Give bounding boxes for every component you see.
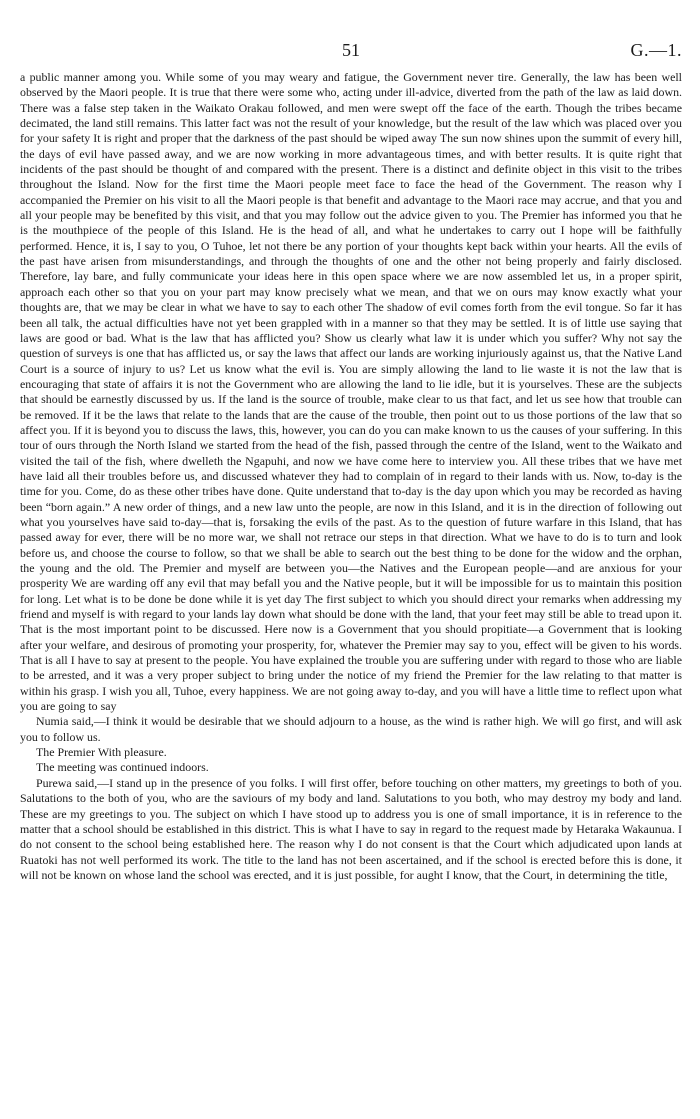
body-text <box>20 70 682 883</box>
paragraph-purewa: Purewa said,—I stand up in the presence of you folks. I will first offer, before touching on other matters, my greetings to both of you. Salutations to the both of you, who are the saviours of my body and land. Salutations to you both, who may destroy my body and land. These are my greetings to you. The subject on which I have stood up to address you is one of small importance, it is in reference to the matter that a school should be established in this district. This is what I have to say in regard to the request made by Hetaraka Wakaunua. I do not consent to the school being established here. The reason why I do not consent is that the Court which adjudicated upon lands at Ruatoki has not well performed its work. The title to the land has not been ascertained, and if the school is erected before this is done, it will not be known on whose land the school was erected, and it is just possible, for aught I know, that the Court, in determining the title, <box>20 775 682 882</box>
page-number: 51 <box>342 40 360 60</box>
paragraph-meeting-indoors: The meeting was continued indoors. <box>36 760 209 775</box>
paragraph-premier-reply: The Premier With pleasure. <box>36 745 167 760</box>
paragraph-numia: Numia said,—I think it would be desirable that we should adjourn to a house, as the wind is rather high. We will go first, and will ask you to follow us. <box>20 714 682 744</box>
page-header <box>20 40 682 68</box>
paragraph-speech-continuation: a public manner among you. While some of you may weary and fatigue, the Government never tire. Generally, the law has been well observed by the Maori people. It is true that there were some who, acting under ill-advice, diverted from the path of the law as laid down. There was a false step taken in the Waikato Orakau followed, and men were swept off the face of the earth. Though the tribes became decimated, the land still remains. This latter fact was not the result of your knowledge, but the result of the law which was placed over you for your safety It is right and proper that the darkness of the past should be wiped away The sun now shines upon the summit of every hill, the days of evil have passed away, and we are now working in more advantageous times, and with better results. It is quite right that incidents of the past should be thought of and compared with the present. There is a distinct and definite object in this visit to the tribes throughout the Island. Now for the first time the Maori people meet face to face the head of the Government. The reason why I accompanied the Premier on his visit to all the Maori people is that benefit and advantage to the Maori race may accrue, and that you and all your people may be benefited by this visit, and that you may follow out the advice given to you. The Premier has informed you that he is the mouthpiece of the people of this Island. He is the head of all, and what he undertakes to carry out I hope will be faithfully performed. Hence, it is, I say to you, O Tuhoe, let not there be any portion of your thoughts kept back within your hearts. All the evils of the past have arisen from misunderstandings, and through the thoughts of one and the other not being properly and fairly disclosed. Therefore, lay bare, and fully communicate your ideas here in this open space where we are now assembled let us, in a proper spirit, approach each other so that you on your part may know precisely what we mean, and that we on ours may know exactly what your thoughts are, that we may be clear in what we have to say to each other The shadow of evil comes forth from the evil tongue. So far it has been all talk, the actual difficulties have not yet been grappled with in a manner so that they may be settled. It is of little use saying that laws are good or bad. What is the law that has afflicted you? Show us clearly what law it is under which you suffer? Why not say the question of surveys is one that has afflicted us, or say the laws that affect our lands are working injuriously against us, that the Native Land Court is a source of injury to us? Let us know what the evil is. You are simply allowing the land to lie waste it is not the law that is encouraging that state of affairs it is not the Government who are allowing the land to lie idle, but it is yourselves. These are the subjects that should be earnestly discussed by us. If the land is the source of trouble, make clear to us that fact, and let us see how that trouble can be removed. If it be the laws that relate to the lands that are the cause of the trouble, then point out to us those portions of the law that so affect you. If it is beyond you to discuss the laws, this, however, you can do you can make known to us the causes of your suffering. In this tour of ours through the North Island we started from the head of the fish, passed through the centre of the Island, went to the Waikato and visited the tail of the fish, where dwelleth the Ngapuhi, and now we have come here to interview you. All these tribes that we have met have laid all their troubles before us, and discussed whatever they had to complain of in regard to their lands with us. Now, to-day is the time for you. Come, do as these other tribes have done. Quite understand that to-day is the day upon which you may be recorded as having been “born again.” A new order of things, and a new law unto the people, are now in this Island, and it is in the direction of following out what you yourselves have said to-day—that is, forsaking the evils of the past. As to the question of future warfare in this Island, that has passed away for ever, there will be no more war, we shall not retrace our steps in that direction. What we have to do is to turn and look before us, and choose the course to follow, so that we shall be able to search out the best thing to be done for the widow and the orphan, the young and the old. The Premier and myself are between you—the Natives and the European people—and are anxious for your prosperity We are warding off any evil that may befall you and the Native people, but it will be impossible for us to maintain this position for long. Let what is to be done be done while it is yet day The first subject to which you should direct your remarks when addressing my friend and myself is with regard to your lands lay down what should be done with the land, that your feet may still be able to tread upon it. That is the most important point to be discussed. Here now is a Government that you should propitiate—a Government that is looking after your welfare, and desirous of promoting your prosperity, for, whatever the Premier may say to you, effect will be given to his words. That is all I have to say at present to the people. You have explained the trouble you are suffering under with regard to those who are liable to be arrested, and it was a very proper subject to bring under the notice of my friend the Premier for the law relating to that matter is within his grasp. I wish you all, Tuhoe, every happiness. We are not going away to-day, and you will have a little time to reflect upon what you are going to say <box>20 70 682 714</box>
document-reference: G.—1. <box>630 40 682 60</box>
